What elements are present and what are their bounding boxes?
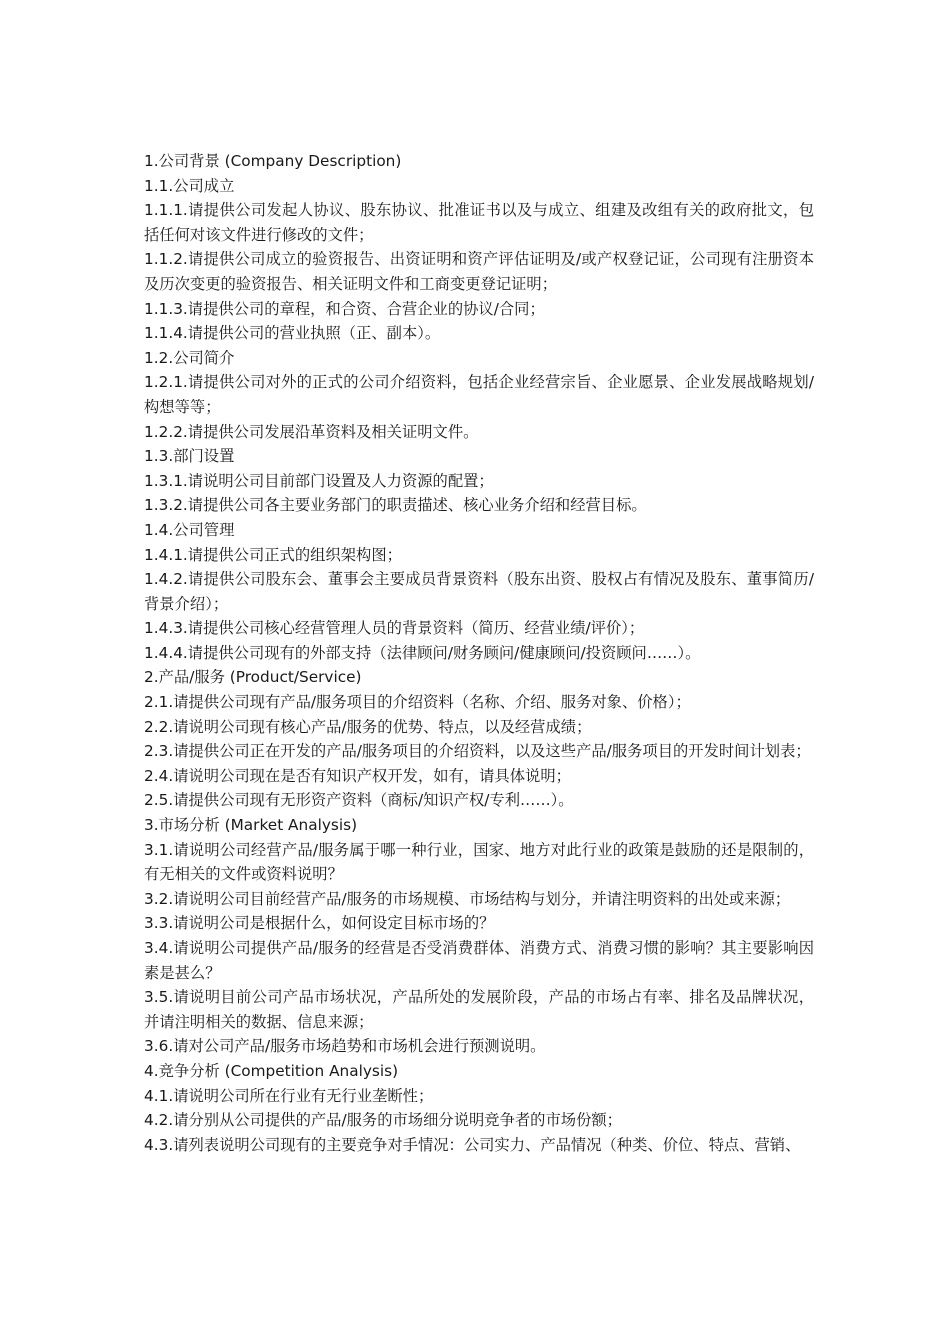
item-2-1: 2.1.请提供公司现有产品/服务项目的介绍资料（名称、介绍、服务对象、价格）； <box>144 693 691 712</box>
document-body <box>144 149 814 1157</box>
item-3-2: 3.2.请说明公司目前经营产品/服务的市场规模、市场结构与划分，并请注明资料的出处或来源； <box>144 889 791 908</box>
item-1-1-2: 1.1.2.请提供公司成立的验资报告、出资证明和资产评估证明及/或产权登记证，公司现有注册资本及历次变更的验资报告、相关证明文件和工商变更登记证明； <box>144 250 814 293</box>
subsection-heading-1-3: 1.3.部门设置 <box>144 447 235 466</box>
item-1-1-3: 1.1.3.请提供公司的章程，和合资、合营企业的协议/合同； <box>144 299 545 318</box>
subsection-heading-1-4: 1.4.公司管理 <box>144 520 235 539</box>
item-2-5: 2.5.请提供公司现有无形资产资料（商标/知识产权/专利……）。 <box>144 791 574 810</box>
item-4-1: 4.1.请说明公司所在行业有无行业垄断性； <box>144 1086 434 1105</box>
item-1-4-4: 1.4.4.请提供公司现有的外部支持（法律顾问/财务顾问/健康顾问/投资顾问……）。 <box>144 643 701 662</box>
item-3-3: 3.3.请说明公司是根据什么，如何设定目标市场的？ <box>144 914 495 933</box>
item-3-4: 3.4.请说明公司提供产品/服务的经营是否受消费群体、消费方式、消费习惯的影响？其主要影响因素是甚么？ <box>144 939 814 982</box>
item-3-6: 3.6.请对公司产品/服务市场趋势和市场机会进行预测说明。 <box>144 1037 546 1056</box>
section-heading-4: 4.竞争分析 (Competition Analysis) <box>144 1061 399 1080</box>
section-heading-3: 3.市场分析 (Market Analysis) <box>144 816 358 835</box>
item-4-3: 4.3.请列表说明公司现有的主要竞争对手情况：公司实力、产品情况（种类、价位、特点、营销、 <box>144 1135 801 1154</box>
item-1-2-1: 1.2.1.请提供公司对外的正式的公司介绍资料，包括企业经营宗旨、企业愿景、企业发展战略规划/构想等等； <box>144 373 814 416</box>
subsection-heading-1-2: 1.2.公司简介 <box>144 348 235 367</box>
subsection-heading-1-1: 1.1.公司成立 <box>144 176 235 195</box>
section-heading-2: 2.产品/服务 (Product/Service) <box>144 668 362 687</box>
section-heading-1: 1.公司背景 (Company Description) <box>144 152 402 170</box>
item-1-4-2: 1.4.2.请提供公司股东会、董事会主要成员背景资料（股东出资、股权占有情况及股东、董事简历/背景介绍）； <box>144 570 814 613</box>
item-1-3-1: 1.3.1.请说明公司目前部门设置及人力资源的配置； <box>144 471 494 490</box>
item-1-2-2: 1.2.2.请提供公司发展沿革资料及相关证明文件。 <box>144 422 479 441</box>
item-2-2: 2.2.请说明公司现有核心产品/服务的优势、特点，以及经营成绩； <box>144 717 592 736</box>
item-2-3: 2.3.请提供公司正在开发的产品/服务项目的介绍资料，以及这些产品/服务项目的开发时间计划表； <box>144 742 811 761</box>
item-1-4-3: 1.4.3.请提供公司核心经营管理人员的背景资料（简历、经营业绩/评价）； <box>144 619 645 638</box>
item-1-4-1: 1.4.1.请提供公司正式的组织架构图； <box>144 545 402 564</box>
item-1-1-4: 1.1.4.请提供公司的营业执照（正、副本）。 <box>144 324 441 343</box>
item-1-1-1: 1.1.1.请提供公司发起人协议、股东协议、批准证书以及与成立、组建及改组有关的政府批文，包括任何对该文件进行修改的文件； <box>144 201 814 244</box>
item-1-3-2: 1.3.2.请提供公司各主要业务部门的职责描述、核心业务介绍和经营目标。 <box>144 496 647 515</box>
item-3-5: 3.5.请说明目前公司产品市场状况，产品所处的发展阶段，产品的市场占有率、排名及品牌状况，并请注明相关的数据、信息来源； <box>144 988 814 1031</box>
item-4-2: 4.2.请分别从公司提供的产品/服务的市场细分说明竞争者的市场份额； <box>144 1111 622 1130</box>
item-2-4: 2.4.请说明公司现在是否有知识产权开发，如有，请具体说明； <box>144 766 571 785</box>
item-3-1: 3.1.请说明公司经营产品/服务属于哪一种行业，国家、地方对此行业的政策是鼓励的还是限制的，有无相关的文件或资料说明？ <box>144 840 814 884</box>
